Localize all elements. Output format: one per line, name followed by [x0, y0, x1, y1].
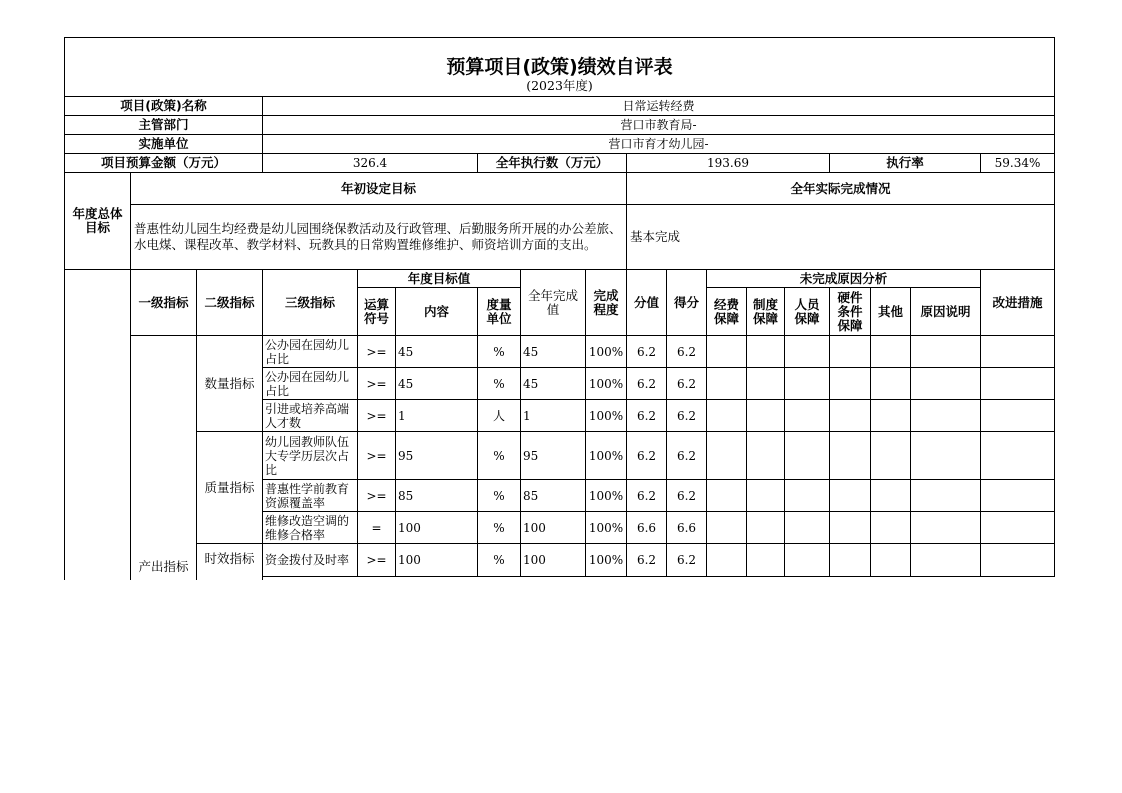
row-actual: 95 [521, 432, 586, 480]
row-got: 6.2 [667, 432, 707, 480]
row-degree: 100% [586, 512, 627, 544]
row-r-other [871, 336, 911, 368]
row-improve [981, 432, 1055, 480]
row-r-system [747, 512, 785, 544]
row-r-hw [830, 432, 871, 480]
header-r-other: 其他 [871, 288, 911, 336]
row-name: 引进或培养高端人才数 [263, 400, 358, 432]
budget-value: 326.4 [263, 154, 478, 173]
row-r-explain [911, 512, 981, 544]
dept-label: 主管部门 [65, 116, 263, 135]
row-got: 6.2 [667, 480, 707, 512]
row-score: 6.6 [627, 512, 667, 544]
row-actual: 85 [521, 480, 586, 512]
row-content: 100 [396, 512, 478, 544]
header-r-explain: 原因说明 [911, 288, 981, 336]
row-score: 6.2 [627, 432, 667, 480]
row-r-hw [830, 512, 871, 544]
row-r-fund [707, 432, 747, 480]
header-score: 分值 [627, 270, 667, 336]
row-r-other [871, 480, 911, 512]
header-r-fund: 经费保障 [707, 288, 747, 336]
row-actual: 45 [521, 336, 586, 368]
row-r-fund [707, 400, 747, 432]
row-name: 资金拨付及时率 [263, 544, 358, 577]
row-actual: 1 [521, 400, 586, 432]
row-r-fund [707, 480, 747, 512]
row-r-system [747, 480, 785, 512]
row-improve [981, 368, 1055, 400]
row-degree: 100% [586, 480, 627, 512]
row-actual: 100 [521, 544, 586, 577]
indicator-row [65, 544, 1055, 577]
row-unit: % [478, 368, 521, 400]
row-unit: % [478, 512, 521, 544]
header-operator: 运算符号 [358, 288, 396, 336]
row-r-staff [785, 368, 830, 400]
row-actual: 45 [521, 368, 586, 400]
row-content: 85 [396, 480, 478, 512]
row-name: 公办园在园幼儿占比 [263, 336, 358, 368]
row-name: 普惠性学前教育资源覆盖率 [263, 480, 358, 512]
row-r-hw [830, 400, 871, 432]
row-got: 6.6 [667, 512, 707, 544]
row-r-staff [785, 432, 830, 480]
exec-label: 全年执行数（万元） [478, 154, 627, 173]
row-r-hw [830, 544, 871, 577]
header-degree: 完成程度 [586, 270, 627, 336]
header-improve: 改进措施 [981, 270, 1055, 336]
row-content: 95 [396, 432, 478, 480]
project-name-value: 日常运转经费 [263, 97, 1055, 116]
row-unit: % [478, 432, 521, 480]
rate-label: 执行率 [830, 154, 981, 173]
row-r-hw [830, 368, 871, 400]
row-degree: 100% [586, 544, 627, 577]
header-unit: 度量单位 [478, 288, 521, 336]
group-quantity: 数量指标 [197, 336, 263, 432]
row-op: >= [358, 336, 396, 368]
header-got: 得分 [667, 270, 707, 336]
year-label: (2023年度) [65, 76, 1055, 97]
row-improve [981, 512, 1055, 544]
page-cutoff [263, 577, 1055, 580]
row-content: 100 [396, 544, 478, 577]
unit-label: 实施单位 [65, 135, 263, 154]
row-improve [981, 336, 1055, 368]
goal-set-header: 年初设定目标 [131, 173, 627, 205]
page-title: 预算项目(政策)绩效自评表 [65, 38, 1055, 77]
row-content: 45 [396, 368, 478, 400]
row-name: 维修改造空调的维修合格率 [263, 512, 358, 544]
header-level2: 二级指标 [197, 270, 263, 336]
row-r-staff [785, 400, 830, 432]
row-score: 6.2 [627, 400, 667, 432]
row-got: 6.2 [667, 368, 707, 400]
row-r-system [747, 432, 785, 480]
row-r-other [871, 368, 911, 400]
row-r-staff [785, 480, 830, 512]
row-r-explain [911, 544, 981, 577]
goal-actual-header: 全年实际完成情况 [627, 173, 1055, 205]
row-r-system [747, 544, 785, 577]
header-r-system: 制度保障 [747, 288, 785, 336]
row-r-explain [911, 368, 981, 400]
row-r-staff [785, 512, 830, 544]
header-r-hw: 硬件条件保障 [830, 288, 871, 336]
row-score: 6.2 [627, 544, 667, 577]
row-r-staff [785, 336, 830, 368]
goal-section-label: 年度总体目标 [65, 173, 131, 270]
indicator-row [65, 432, 1055, 480]
indicator-left-blank [65, 270, 131, 580]
row-op: >= [358, 544, 396, 577]
row-improve [981, 480, 1055, 512]
row-r-system [747, 400, 785, 432]
row-score: 6.2 [627, 480, 667, 512]
row-unit: 人 [478, 400, 521, 432]
row-r-hw [830, 480, 871, 512]
goal-set-text: 普惠性幼儿园生均经费是幼儿园围绕保教活动及行政管理、后勤服务所开展的办公差旅、水电煤、课程改革、教学材料、玩教具的日常购置维修维护、师资培训方面的支出。 [131, 205, 627, 270]
row-r-explain [911, 400, 981, 432]
row-got: 6.2 [667, 336, 707, 368]
group-quality: 质量指标 [197, 432, 263, 544]
row-got: 6.2 [667, 400, 707, 432]
group-time: 时效指标 [197, 544, 263, 580]
row-score: 6.2 [627, 336, 667, 368]
row-degree: 100% [586, 400, 627, 432]
dept-value: 营口市教育局- [263, 116, 1055, 135]
header-content: 内容 [396, 288, 478, 336]
row-r-explain [911, 480, 981, 512]
header-r-staff: 人员保障 [785, 288, 830, 336]
row-actual: 100 [521, 512, 586, 544]
row-name: 公办园在园幼儿占比 [263, 368, 358, 400]
goal-actual-text: 基本完成 [627, 205, 1055, 270]
row-r-other [871, 544, 911, 577]
row-r-explain [911, 336, 981, 368]
budget-label: 项目预算金额（万元） [65, 154, 263, 173]
evaluation-sheet [64, 37, 1055, 580]
row-degree: 100% [586, 432, 627, 480]
row-unit: % [478, 336, 521, 368]
row-r-hw [830, 336, 871, 368]
row-op: >= [358, 480, 396, 512]
header-actual: 全年完成值 [521, 270, 586, 336]
row-score: 6.2 [627, 368, 667, 400]
row-content: 45 [396, 336, 478, 368]
level1-output: 产出指标 [131, 336, 197, 580]
header-target-group: 年度目标值 [358, 270, 521, 288]
exec-value: 193.69 [627, 154, 830, 173]
row-r-system [747, 368, 785, 400]
row-r-staff [785, 544, 830, 577]
header-level3: 三级指标 [263, 270, 358, 336]
unit-value: 营口市育才幼儿园- [263, 135, 1055, 154]
row-name: 幼儿园教师队伍大专学历层次占比 [263, 432, 358, 480]
row-degree: 100% [586, 368, 627, 400]
row-r-other [871, 512, 911, 544]
project-name-label: 项目(政策)名称 [65, 97, 263, 116]
row-unit: % [478, 480, 521, 512]
row-op: >= [358, 368, 396, 400]
row-improve [981, 400, 1055, 432]
rate-value: 59.34% [981, 154, 1055, 173]
row-op: >= [358, 432, 396, 480]
row-r-fund [707, 368, 747, 400]
row-improve [981, 544, 1055, 577]
indicator-row [65, 336, 1055, 368]
row-r-other [871, 432, 911, 480]
header-level1: 一级指标 [131, 270, 197, 336]
row-r-fund [707, 512, 747, 544]
row-r-fund [707, 336, 747, 368]
row-r-other [871, 400, 911, 432]
evaluation-table [64, 37, 1055, 580]
row-op: = [358, 512, 396, 544]
row-r-explain [911, 432, 981, 480]
row-content: 1 [396, 400, 478, 432]
row-degree: 100% [586, 336, 627, 368]
row-unit: % [478, 544, 521, 577]
row-r-system [747, 336, 785, 368]
row-got: 6.2 [667, 544, 707, 577]
header-reason-group: 未完成原因分析 [707, 270, 981, 288]
row-r-fund [707, 544, 747, 577]
row-op: >= [358, 400, 396, 432]
